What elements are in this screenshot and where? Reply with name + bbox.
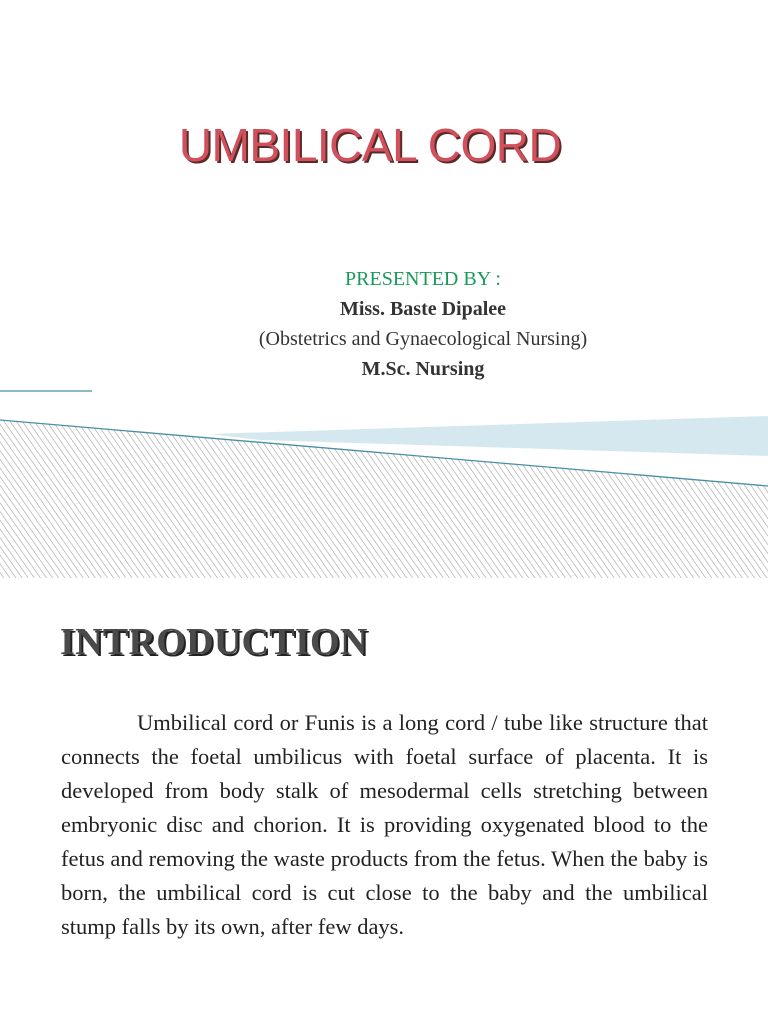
presenter-block [0,264,768,384]
introduction-heading: INTRODUCTION [60,621,368,663]
presenter-department: (Obstetrics and Gynaecological Nursing) [258,328,588,350]
slide-title: UMBILICAL CORD [178,119,562,171]
introduction-paragraph: Umbilical cord or Funis is a long cord / tube like structure that connects the foetal umbilicus with foetal surface of placenta. It is developed from body stalk of mesodermal cells stretching between embryonic disc and chorion. It is providing oxygenated blood to the fetus and removing the waste products from the fetus. When the baby is born, the umbilical cord is cut close to the baby and the umbilical stump falls by its own, after few days. [61,710,708,939]
decorative-banner [0,390,768,578]
presenter-name: Miss. Baste Dipalee [339,298,507,320]
presenter-degree: M.Sc. Nursing [361,358,485,380]
presenter-label: PRESENTED BY : [345,268,501,290]
